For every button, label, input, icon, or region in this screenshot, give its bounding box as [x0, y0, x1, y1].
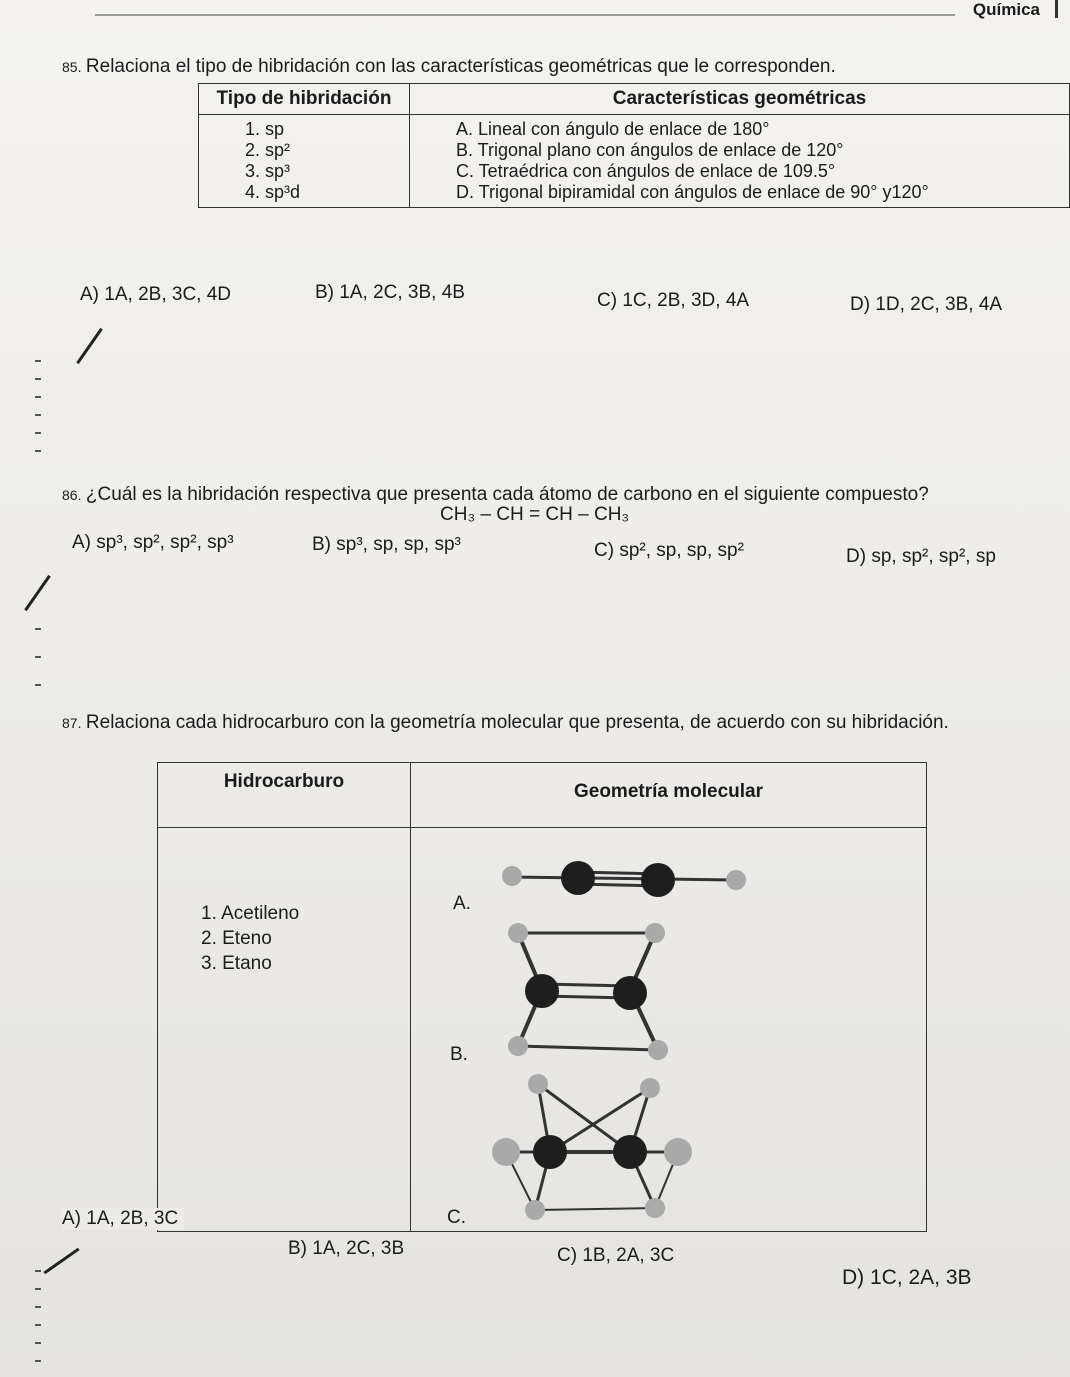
list-item: 4. sp³d — [245, 182, 301, 202]
list-item: 3. sp³ — [245, 161, 291, 181]
margin-tick — [35, 1270, 41, 1272]
option-d[interactable] — [846, 546, 996, 568]
hydrogen-atom — [528, 1074, 548, 1094]
ethane-model — [480, 1070, 710, 1230]
hydrogen-atom — [648, 1040, 668, 1060]
margin-tick — [35, 414, 41, 416]
question-86 — [62, 484, 929, 506]
option-label: C) sp², sp, sp, sp² — [594, 540, 744, 561]
geometry-label-c: C. — [447, 1207, 466, 1228]
hydrogen-atom — [508, 1036, 528, 1056]
margin-tick — [35, 432, 41, 434]
carbon-atom — [613, 976, 647, 1010]
pen-mark — [76, 328, 103, 364]
pen-mark — [24, 575, 51, 611]
list-item: A. Lineal con ángulo de enlace de 180° — [456, 119, 770, 139]
option-c[interactable] — [594, 540, 744, 562]
option-d[interactable]: D) 1C, 2A, 3B — [842, 1266, 972, 1289]
ethene-model — [500, 918, 680, 1068]
list-item: D. Trigonal bipiramidal con ángulos de enlace de 90° y120° — [456, 182, 929, 202]
feature-list — [410, 115, 1070, 208]
option-a[interactable] — [72, 532, 234, 554]
option-c[interactable]: C) 1C, 2B, 3D, 4A — [597, 290, 750, 311]
margin-tick — [35, 656, 41, 658]
pen-mark — [43, 1248, 79, 1275]
list-item: B. Trigonal plano con ángulos de enlace de 120° — [456, 140, 844, 160]
margin-tick — [35, 378, 41, 380]
hydrogen-atom — [645, 1198, 665, 1218]
margin-tick — [35, 628, 41, 630]
hydrogen-atom — [645, 923, 665, 943]
hydrocarbon-list — [158, 828, 411, 1232]
list-item: 2. sp² — [245, 140, 291, 160]
option-label: B) sp³, sp, sp, sp³ — [312, 534, 461, 555]
header-rule — [95, 14, 955, 16]
option-a[interactable]: A) 1A, 2B, 3C — [62, 1208, 184, 1230]
margin-tick — [35, 684, 41, 686]
hydrogen-atom — [502, 866, 522, 886]
option-b[interactable]: B) 1A, 2C, 3B, 4B — [315, 282, 465, 303]
question-text: Relaciona cada hidrocarburo con la geometría molecular que presenta, de acuerdo con su hibridación. — [85, 712, 949, 733]
geometry-label-b: B. — [450, 1044, 468, 1065]
hydrogen-atom — [640, 1078, 660, 1098]
subject-divider — [1055, 0, 1058, 18]
margin-tick — [35, 450, 41, 452]
hydrogen-atom — [492, 1138, 520, 1166]
hydrogen-atom — [508, 923, 528, 943]
question-number: 86. — [62, 487, 82, 503]
option-label: A) sp³, sp², sp², sp³ — [72, 532, 234, 553]
hydrogen-atom — [664, 1138, 692, 1166]
option-b[interactable]: B) 1A, 2C, 3B — [288, 1238, 405, 1259]
carbon-atom — [561, 861, 595, 895]
list-item: 1. sp — [245, 119, 285, 139]
list-item: 3. Etano — [201, 953, 272, 974]
margin-tick — [35, 396, 41, 398]
margin-tick — [35, 1360, 41, 1362]
question-87 — [62, 712, 949, 734]
list-item: 1. Acetileno — [201, 903, 300, 924]
question-text: Relaciona el tipo de hibridación con las características geométricas que le corresponden. — [85, 56, 836, 77]
question-text: ¿Cuál es la hibridación respectiva que presenta cada átomo de carbono en el siguiente compuesto? — [85, 484, 929, 505]
question-85 — [62, 56, 836, 78]
option-a[interactable]: A) 1A, 2B, 3C, 4D — [80, 284, 232, 305]
carbon-atom — [525, 974, 559, 1008]
hybrid-list — [199, 115, 410, 208]
carbon-atom — [641, 863, 675, 897]
list-item: 2. Eteno — [201, 928, 272, 949]
option-label: D) sp, sp², sp², sp — [846, 546, 996, 567]
table-header-geometry: Geometría molecular — [411, 763, 927, 828]
carbon-atom — [533, 1135, 567, 1169]
margin-tick — [35, 1306, 41, 1308]
option-d[interactable]: D) 1D, 2C, 3B, 4A — [850, 294, 1003, 315]
margin-tick — [35, 1342, 41, 1344]
option-c[interactable]: C) 1B, 2A, 3C — [557, 1245, 675, 1266]
margin-tick — [35, 360, 41, 362]
margin-tick — [35, 1324, 41, 1326]
hydrogen-atom — [726, 870, 746, 890]
acetylene-model — [490, 850, 760, 910]
chemical-formula: CH₃ – CH = CH – CH₃ — [440, 504, 630, 525]
hybridization-table — [198, 83, 1070, 208]
table-header-geometry: Características geométricas — [410, 84, 1070, 115]
option-b[interactable] — [312, 534, 461, 556]
carbon-atom — [613, 1135, 647, 1169]
margin-tick — [35, 1288, 41, 1290]
list-item: C. Tetraédrica con ángulos de enlace de 109.5° — [456, 161, 836, 181]
question-number: 85. — [62, 59, 82, 75]
geometry-label-a: A. — [453, 893, 471, 914]
subject-label: Química — [972, 0, 1040, 19]
table-header-hydrocarbon: Hidrocarburo — [158, 763, 411, 828]
hydrogen-atom — [525, 1200, 545, 1220]
table-header-hybridization: Tipo de hibridación — [199, 84, 410, 115]
question-number: 87. — [62, 715, 82, 731]
